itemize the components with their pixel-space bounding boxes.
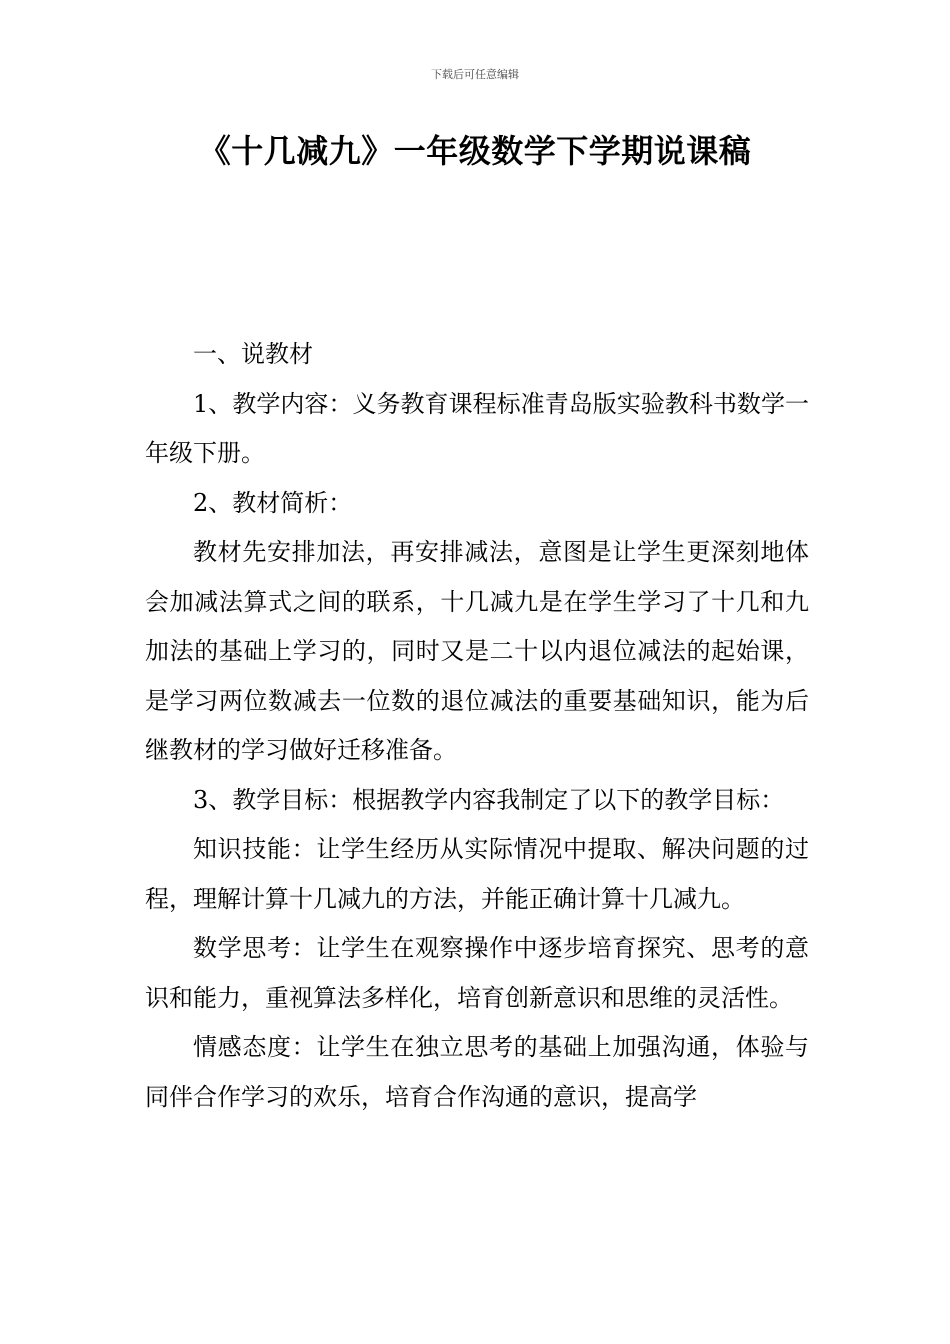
document-body — [145, 330, 809, 1122]
paragraph: 1、教学内容：义务教育课程标准青岛版实验教科书数学一年级下册。 — [145, 389, 809, 467]
paragraph: 数学思考：让学生在观察操作中逐步培育探究、思考的意识和能力，重视算法多样化，培育创新意识和思维的灵活性。 — [145, 934, 809, 1012]
paragraph: 知识技能：让学生经历从实际情况中提取、解决问题的过程，理解计算十几减九的方法，并能正确计算十几减九。 — [145, 835, 809, 913]
paragraph: 2、教材简析： — [193, 488, 353, 517]
header-note: 下载后可任意编辑 — [431, 68, 519, 81]
paragraph: 教材先安排加法，再安排减法，意图是让学生更深刻地体会加减法算式之间的联系，十几减九是在学生学习了十几和九加法的基础上学习的，同时又是二十以内退位减法的起始课，是学习两位数减去一位数的退位减法的重要基础知识，能为后继教材的学习做好迁移准备。 — [145, 538, 809, 764]
paragraph: 情感态度：让学生在独立思考的基础上加强沟通，体验与同伴合作学习的欢乐，培育合作沟通的意识，提高学 — [145, 1033, 809, 1111]
paragraph: 3、教学目标：根据教学内容我制定了以下的教学目标： — [193, 785, 785, 814]
document-title: 《十几减九》一年级数学下学期说课稿 — [198, 132, 752, 170]
section-heading: 一、说教材 — [193, 340, 313, 368]
